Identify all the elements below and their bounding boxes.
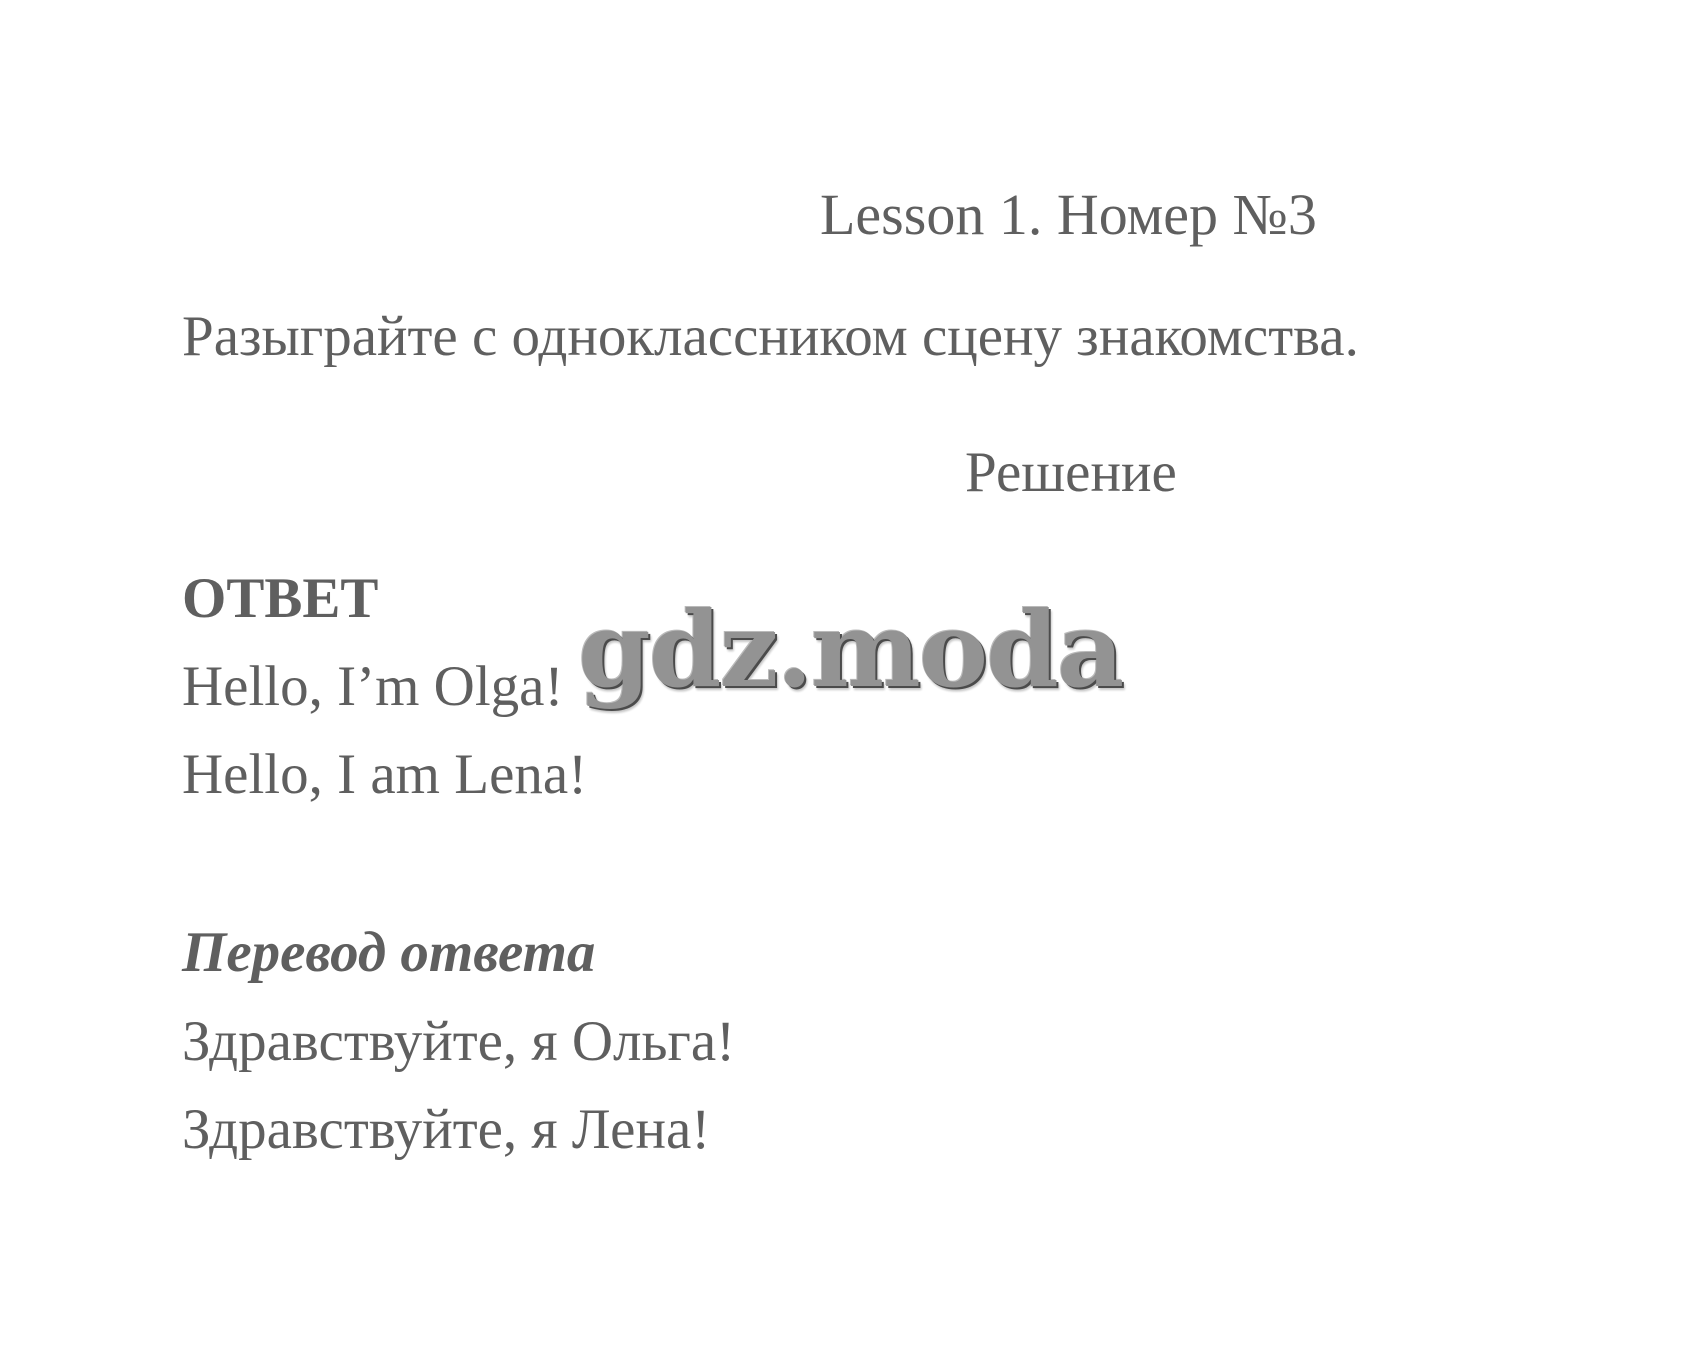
solution-label: Решение <box>965 441 1177 504</box>
answer-heading: ОТВЕТ <box>182 567 379 630</box>
page-title: Lesson 1. Номер №3 <box>820 182 1317 247</box>
task-text: Разыграйте с одноклассником сцену знакомства. <box>182 305 1359 368</box>
watermark-logo: gdz.moda <box>578 588 1123 711</box>
answer-line: Hello, I’m Olga! <box>182 655 564 718</box>
translation-heading: Перевод ответа <box>182 921 596 984</box>
answer-line: Hello, I am Lena! <box>182 743 588 806</box>
translation-line: Здравствуйте, я Ольга! <box>182 1010 736 1073</box>
translation-line: Здравствуйте, я Лена! <box>182 1098 711 1161</box>
